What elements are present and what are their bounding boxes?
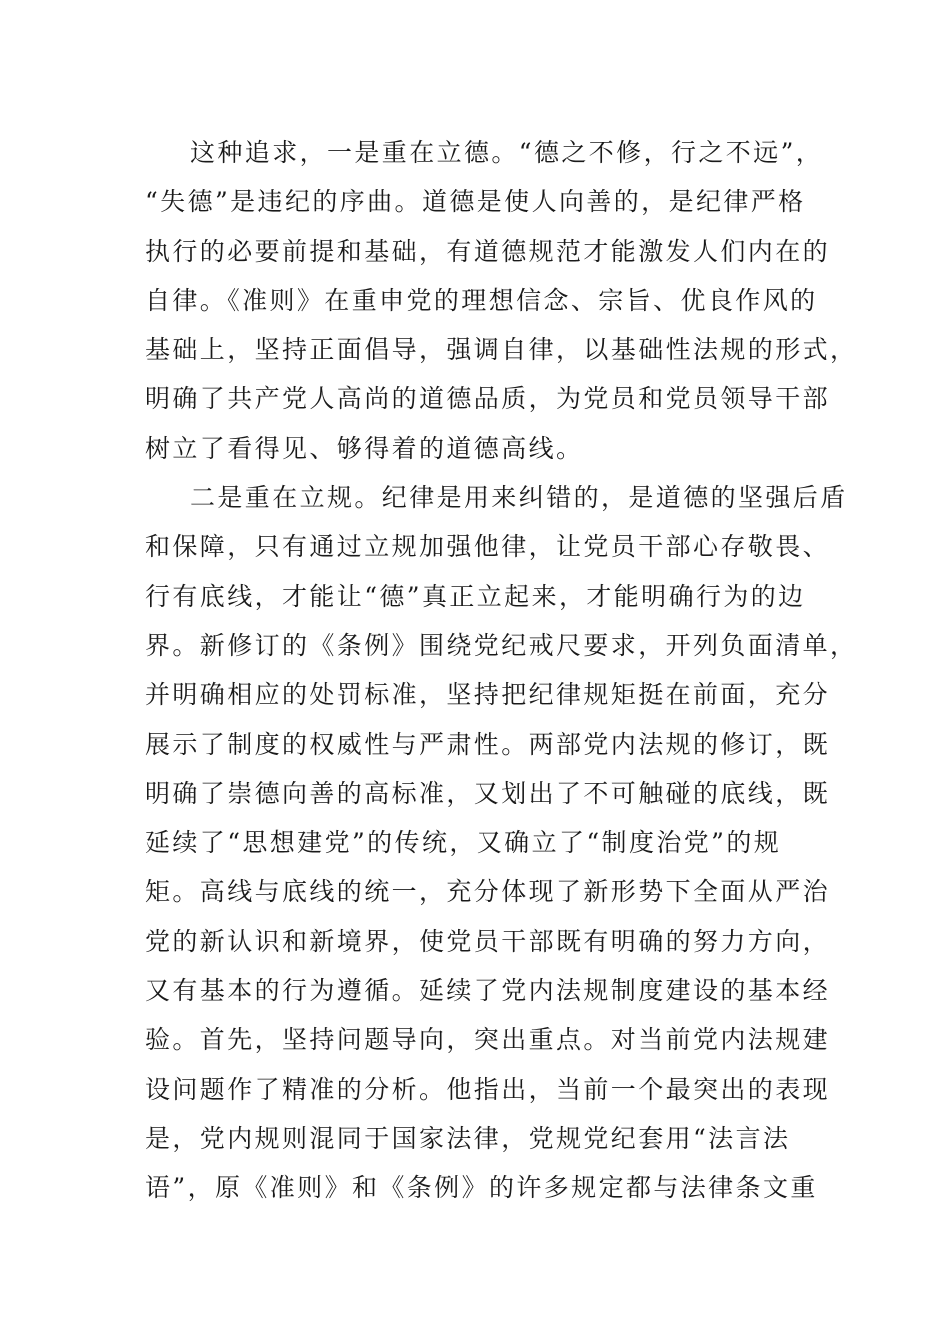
text-line: 界。新修订的《条例》围绕党纪戒尺要求，开列负面清单， [145, 630, 858, 660]
text-line: 验。首先，坚持问题导向，突出重点。对当前党内法规建 [145, 1025, 831, 1055]
paragraph-2 [145, 473, 858, 1262]
text-line: 和保障，只有通过立规加强他律，让党员干部心存敬畏、 [145, 532, 831, 562]
text-line: 明确了共产党人高尚的道德品质，为党员和党员领导干部 [145, 384, 831, 414]
text-line: 党的新认识和新境界，使党员干部既有明确的努力方向， [145, 926, 831, 956]
text-line: 自律。《准则》在重申党的理想信念、宗旨、优良作风的 [145, 285, 818, 315]
paragraph-1 [145, 128, 858, 473]
text-line: 又有基本的行为遵循。延续了党内法规制度建设的基本经 [145, 976, 831, 1006]
text-line: 执行的必要前提和基础，有道德规范才能激发人们内在的 [145, 236, 831, 266]
text-line: 设问题作了精准的分析。他指出，当前一个最突出的表现 [145, 1074, 831, 1104]
text-line: 树立了看得见、够得着的道德高线。 [145, 433, 584, 463]
text-line [145, 1213, 810, 1262]
document-body [145, 128, 858, 1262]
text-line: 基础上，坚持正面倡导，强调自律，以基础性法规的形式， [145, 335, 858, 365]
text-line: 明确了崇德向善的高标准，又划出了不可触碰的底线，既 [145, 778, 831, 808]
text-line: 行有底线，才能让“德”真正立起来，才能明确行为的边 [145, 581, 806, 611]
text-line: 展示了制度的权威性与严肃性。两部党内法规的修订，既 [145, 729, 831, 759]
text-line: 是，党内规则混同于国家法律，党规党纪套用“法言法 [145, 1123, 791, 1153]
text-line: 矩。高线与底线的统一，充分体现了新形势下全面从严治 [145, 877, 831, 907]
text-line: 语”，原《准则》和《条例》的许多规定都与法律条文重 [145, 1173, 818, 1203]
text-line: 并明确相应的处罚标准，坚持把纪律规矩挺在前面，充分 [145, 680, 831, 710]
text-line: 延续了“思想建党”的传统，又确立了“制度治党”的规 [145, 828, 782, 858]
text-line: 这种追求，一是重在立德。“德之不修，行之不远”， [190, 138, 824, 167]
text-line: “失德”是违纪的序曲。道德是使人向善的，是纪律严格 [145, 187, 806, 217]
text-line: 二是重在立规。纪律是用来纠错的，是道德的坚强后盾 [190, 483, 848, 513]
